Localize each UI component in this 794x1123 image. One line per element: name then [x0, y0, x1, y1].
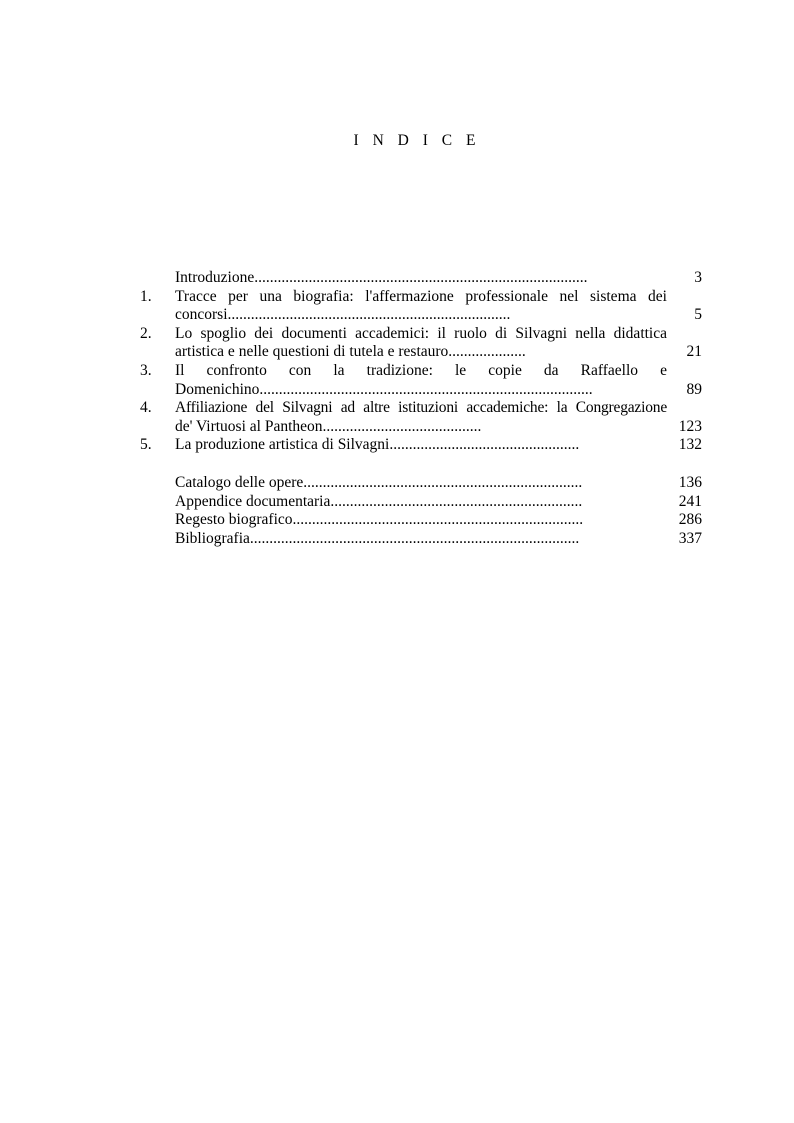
- toc-entry-line: Introduzione......................................................................................: [175, 269, 588, 286]
- toc-entry-line: La produzione artistica di Silvagni.................................................: [175, 436, 580, 454]
- toc-entry-number: 3.: [140, 361, 152, 379]
- toc-entry-number: 1.: [140, 287, 152, 305]
- section-spacer: [140, 455, 702, 474]
- toc-entry-3[interactable]: [140, 362, 702, 399]
- toc-entry-4[interactable]: [140, 399, 702, 436]
- toc-entry-page: 241: [678, 492, 702, 510]
- toc-entry-bibliografia[interactable]: [140, 530, 702, 549]
- toc-entry-introduzione[interactable]: [140, 269, 702, 288]
- toc-entry-line: Appendice documentaria.................................................................: [175, 492, 583, 510]
- toc-entry-line: Regesto biografico...........................................................................: [175, 511, 584, 529]
- toc-entry-line: Lo spoglio dei documenti accademici: il ruolo di Silvagni nella didattica: [175, 324, 667, 342]
- toc-entry-page: 5: [694, 306, 702, 324]
- toc-entry-line: concorsi.........................................................................: [175, 306, 511, 324]
- toc-entry-page: 123: [678, 417, 702, 435]
- toc-entry-page: 132: [678, 436, 702, 454]
- toc-entry-5[interactable]: [140, 436, 702, 455]
- toc-entry-line: de' Virtuosi al Pantheon.........................................: [175, 417, 482, 435]
- toc-entry-line: artistica e nelle questioni di tutela e restauro....................: [175, 343, 526, 361]
- toc-entry-line: Tracce per una biografia: l'affermazione professionale nel sistema dei: [175, 287, 667, 305]
- toc-entry-page: 89: [686, 380, 702, 398]
- toc-entry-line: Bibliografia.....................................................................................: [175, 529, 580, 547]
- toc-entry-2[interactable]: [140, 325, 702, 362]
- toc-entry-number: 2.: [140, 324, 152, 342]
- toc-entry-appendice[interactable]: [140, 493, 702, 512]
- toc-entry-line: Catalogo delle opere........................................................................: [175, 473, 583, 491]
- toc-entry-number: 5.: [140, 436, 152, 454]
- toc-entry-regesto[interactable]: [140, 511, 702, 530]
- toc-entry-page: 3: [694, 269, 702, 286]
- toc-entry-line: Domenichino......................................................................................: [175, 380, 593, 398]
- toc-entry-line: Affiliazione del Silvagni ad altre istituzioni accademiche: la Congregazione: [175, 399, 667, 417]
- toc-entry-page: 136: [678, 473, 702, 491]
- index-title: I N D I C E: [353, 132, 481, 149]
- table-of-contents: [140, 269, 702, 548]
- toc-entry-1[interactable]: [140, 288, 702, 325]
- toc-entry-page: 21: [686, 343, 702, 361]
- toc-entry-page: 337: [678, 529, 702, 547]
- toc-entry-line: Il confronto con la tradizione: le copie da Raffaello e: [175, 361, 667, 379]
- toc-entry-catalogo[interactable]: [140, 474, 702, 493]
- toc-entry-number: 4.: [140, 399, 152, 417]
- toc-entry-page: 286: [678, 511, 702, 529]
